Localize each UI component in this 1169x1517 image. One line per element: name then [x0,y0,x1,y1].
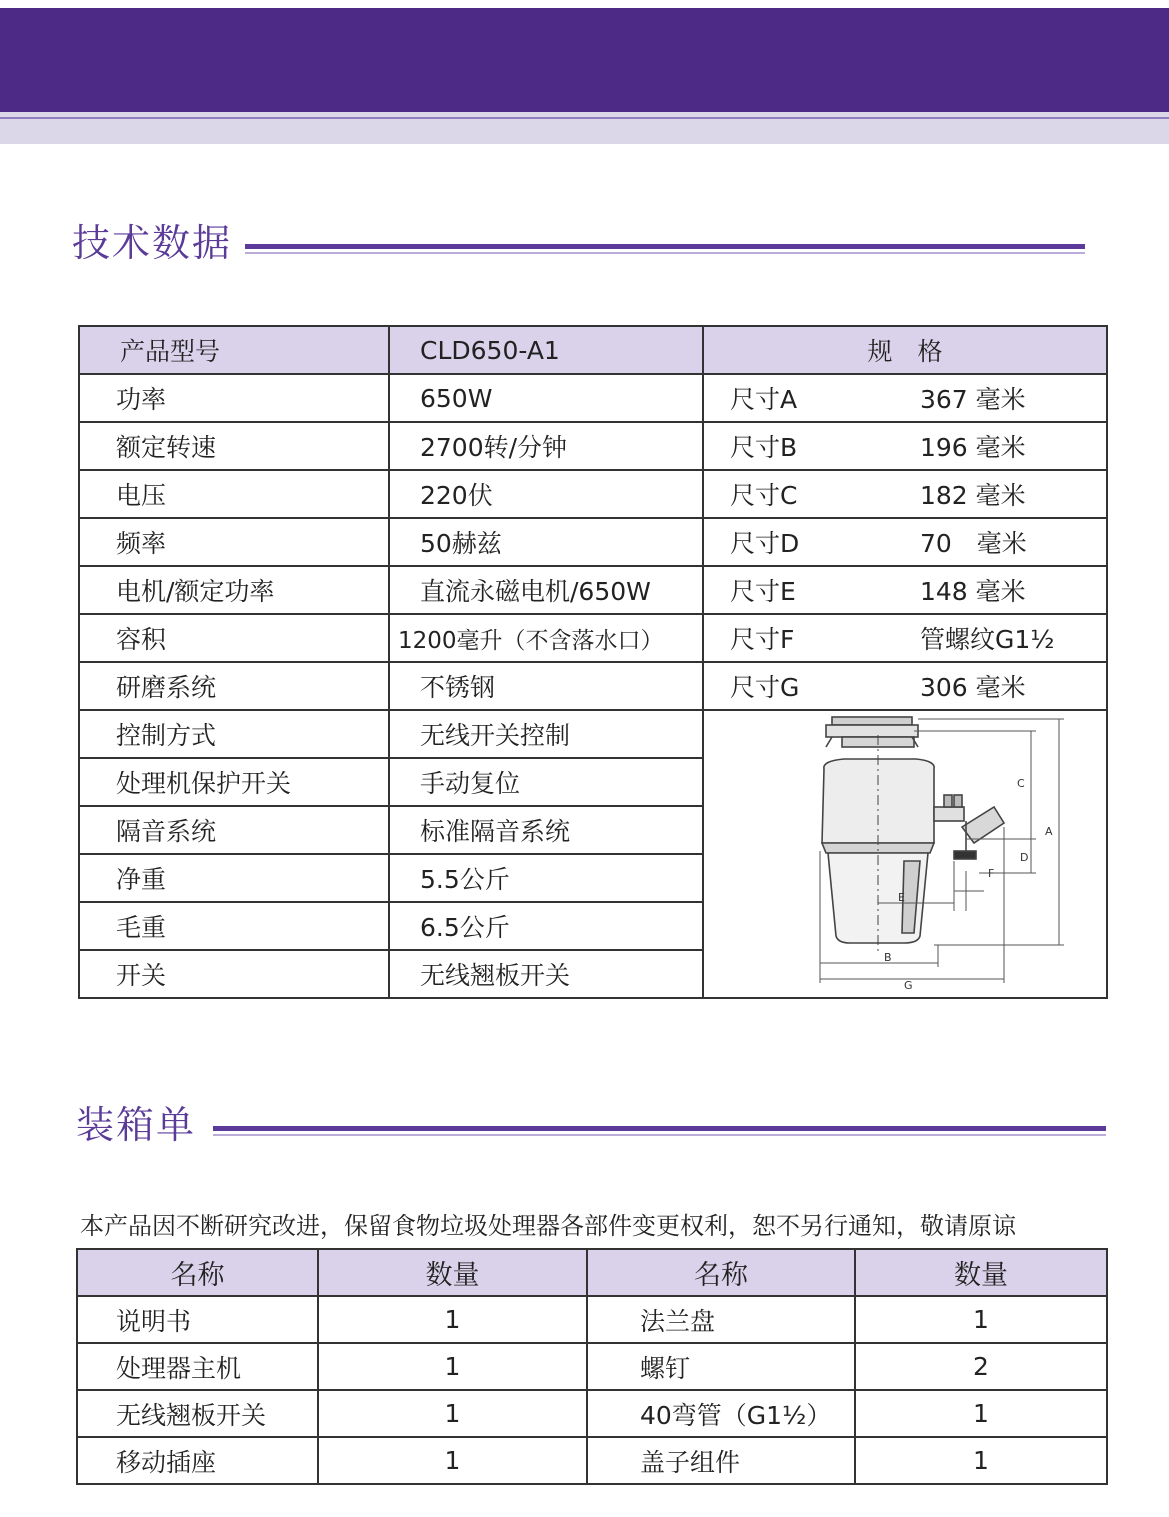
item-name: 40弯管（G1½） [587,1390,855,1437]
spec-value: 650W [389,374,703,422]
product-dimension-diagram [704,711,1104,989]
item-name: 法兰盘 [587,1296,855,1343]
spec-value: 手动复位 [389,758,703,806]
spec-row [79,422,1107,470]
banner-strip [0,112,1169,144]
spec-value: 无线开关控制 [389,710,703,758]
item-name: 盖子组件 [587,1437,855,1484]
spec-row [79,518,1107,566]
diagram-label-a: A [1045,825,1053,838]
spec-value: 5.5公斤 [389,854,703,902]
spec-value: 不锈钢 [389,662,703,710]
packing-row [77,1296,1107,1343]
spec-label: 隔音系统 [79,806,389,854]
diagram-label-c: C [1017,777,1025,790]
spec-value: 6.5公斤 [389,902,703,950]
dim-cell [703,614,1107,662]
diagram-label-g: G [904,979,913,989]
item-name: 无线翘板开关 [77,1390,318,1437]
item-name: 螺钉 [587,1343,855,1390]
diagram-label-e: E [898,891,905,904]
dim-value: 管螺纹G1½ [920,625,1055,654]
spec-label: 开关 [79,950,389,998]
packing-row [77,1437,1107,1484]
dim-value: 182 毫米 [920,481,1026,510]
item-qty: 1 [318,1390,587,1437]
packing-header-qty: 数量 [855,1249,1107,1296]
spec-label: 电机/额定功率 [79,566,389,614]
spec-value: 无线翘板开关 [389,950,703,998]
item-name: 移动插座 [77,1437,318,1484]
dim-label: 尺寸C [730,481,798,510]
dim-value: 148 毫米 [920,577,1026,606]
spec-label: 电压 [79,470,389,518]
spec-row [79,614,1107,662]
item-name: 说明书 [77,1296,318,1343]
item-name: 处理器主机 [77,1343,318,1390]
dim-label: 尺寸D [730,529,800,558]
item-qty: 1 [855,1437,1107,1484]
dim-cell [703,422,1107,470]
spec-label: 额定转速 [79,422,389,470]
spec-value: 标准隔音系统 [389,806,703,854]
spec-label: 频率 [79,518,389,566]
item-qty: 2 [855,1343,1107,1390]
dim-cell [703,374,1107,422]
spec-row [79,566,1107,614]
spec-row [79,710,1107,758]
dim-label: 尺寸B [730,433,798,462]
spec-label: 毛重 [79,902,389,950]
spec-value: 直流永磁电机/650W [389,566,703,614]
spec-header-row [79,326,1107,374]
spec-label: 控制方式 [79,710,389,758]
packing-table [76,1248,1108,1485]
spec-header-label: 产品型号 [79,326,389,374]
dim-cell [703,470,1107,518]
spec-row [79,470,1107,518]
spec-value: 220伏 [389,470,703,518]
flange-top [832,717,912,725]
tech-section-title: 技术数据 [72,221,233,265]
spec-row [79,662,1107,710]
item-qty: 1 [318,1343,587,1390]
dim-value: 306 毫米 [920,673,1026,702]
spec-value: 2700转/分钟 [389,422,703,470]
dim-cell [703,662,1107,710]
diagram-label-f: F [988,867,995,880]
item-qty: 1 [318,1296,587,1343]
spec-label: 净重 [79,854,389,902]
item-qty: 1 [855,1390,1107,1437]
dim-value: 196 毫米 [920,433,1026,462]
outlet-nut [954,851,976,859]
spec-label: 处理机保护开关 [79,758,389,806]
packing-header-qty: 数量 [318,1249,587,1296]
dim-value: 367 毫米 [920,385,1026,414]
spec-value: 1200毫升（不含落水口） [389,614,703,662]
dim-cell [703,566,1107,614]
discharge-elbow [962,807,1004,843]
tech-section-rule [245,244,1085,249]
packing-header-name: 名称 [587,1249,855,1296]
item-qty: 1 [318,1437,587,1484]
spec-table [78,325,1108,999]
product-diagram-cell [703,710,1107,998]
spec-header-model: CLD650-A1 [389,326,703,374]
top-banner [0,8,1169,112]
spec-value: 50赫兹 [389,518,703,566]
packing-row [77,1390,1107,1437]
packing-section-title: 装箱单 [76,1103,197,1147]
item-qty: 1 [855,1296,1107,1343]
dim-label: 尺寸F [730,625,795,654]
packing-header-row [77,1249,1107,1296]
dim-label: 尺寸G [730,673,800,702]
packing-section-rule [213,1126,1106,1131]
dim-label: 尺寸E [730,577,796,606]
notice-text: 本产品因不断研究改进，保留食物垃圾处理器各部件变更权利，恕不另行通知，敬请原谅 [80,1212,1016,1240]
packing-row [77,1343,1107,1390]
dim-cell [703,518,1107,566]
spec-label: 功率 [79,374,389,422]
spec-row [79,374,1107,422]
spec-label: 容积 [79,614,389,662]
spec-label: 研磨系统 [79,662,389,710]
dim-label: 尺寸A [730,385,798,414]
spec-header-dims: 规 格 [703,326,1107,374]
dim-value: 70 毫米 [920,529,1027,558]
flange-ring [826,725,918,737]
diagram-label-d: D [1020,851,1029,864]
diagram-label-b: B [884,951,892,964]
packing-header-name: 名称 [77,1249,318,1296]
